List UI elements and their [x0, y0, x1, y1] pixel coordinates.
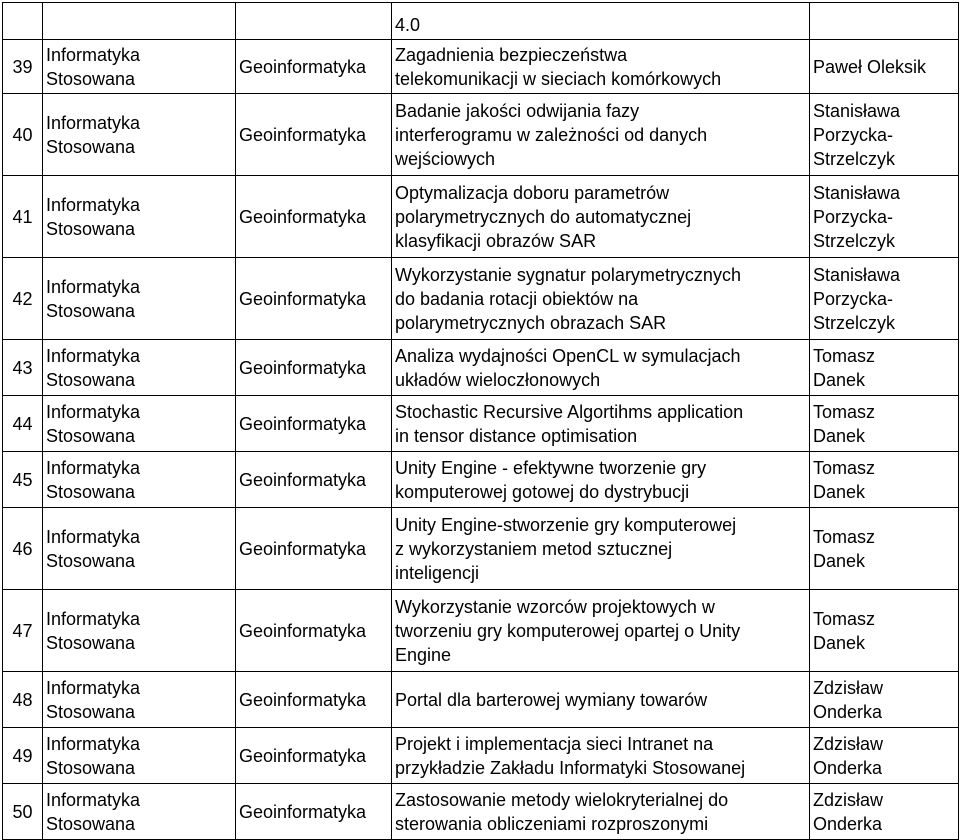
- specialty-cell: Geoinformatyka: [236, 728, 392, 784]
- supervisor-cell: Stanisława Porzycka- Strzelczyk: [810, 258, 959, 340]
- faculty-cell: Informatyka Stosowana: [43, 672, 236, 728]
- supervisor-cell: Tomasz Danek: [810, 508, 959, 590]
- specialty-cell: Geoinformatyka: [236, 452, 392, 508]
- specialty-cell: Geoinformatyka: [236, 508, 392, 590]
- specialty-cell: Geoinformatyka: [236, 672, 392, 728]
- row-number: 45: [3, 452, 43, 508]
- table-body: [3, 3, 959, 840]
- supervisor-cell: Paweł Oleksik: [810, 40, 959, 94]
- specialty-cell: Geoinformatyka: [236, 340, 392, 396]
- row-number: 41: [3, 176, 43, 258]
- table-row: [3, 672, 959, 728]
- thesis-topics-table: [2, 2, 959, 840]
- row-number: 40: [3, 94, 43, 176]
- supervisor-cell: Stanisława Porzycka- Strzelczyk: [810, 94, 959, 176]
- specialty-cell: Geoinformatyka: [236, 590, 392, 672]
- faculty-cell: Informatyka Stosowana: [43, 94, 236, 176]
- table-row: [3, 176, 959, 258]
- table-row: [3, 40, 959, 94]
- table-row: [3, 784, 959, 840]
- supervisor-cell: Zdzisław Onderka: [810, 672, 959, 728]
- header-cell: [236, 3, 392, 40]
- table-row: [3, 508, 959, 590]
- topic-cell: Projekt i implementacja sieci Intranet na przykładzie Zakładu Informatyki Stosowanej: [392, 728, 810, 784]
- row-number: 48: [3, 672, 43, 728]
- row-number: 42: [3, 258, 43, 340]
- row-number: 39: [3, 40, 43, 94]
- faculty-cell: Informatyka Stosowana: [43, 176, 236, 258]
- supervisor-cell: Zdzisław Onderka: [810, 728, 959, 784]
- topic-cell: Portal dla barterowej wymiany towarów: [392, 672, 810, 728]
- topic-cell: Unity Engine-stworzenie gry komputerowej z wykorzystaniem metod sztucznej inteligencji: [392, 508, 810, 590]
- table-row: [3, 258, 959, 340]
- specialty-cell: Geoinformatyka: [236, 784, 392, 840]
- specialty-cell: Geoinformatyka: [236, 94, 392, 176]
- table-row: [3, 340, 959, 396]
- faculty-cell: Informatyka Stosowana: [43, 452, 236, 508]
- faculty-cell: Informatyka Stosowana: [43, 728, 236, 784]
- table-row: [3, 94, 959, 176]
- specialty-cell: Geoinformatyka: [236, 40, 392, 94]
- table-row: [3, 728, 959, 784]
- row-number: 43: [3, 340, 43, 396]
- specialty-cell: Geoinformatyka: [236, 396, 392, 452]
- supervisor-cell: Tomasz Danek: [810, 452, 959, 508]
- specialty-cell: Geoinformatyka: [236, 176, 392, 258]
- topic-cell: Badanie jakości odwijania fazy interferogramu w zależności od danych wejściowych: [392, 94, 810, 176]
- header-cell: [3, 3, 43, 40]
- row-number: 49: [3, 728, 43, 784]
- table-row: [3, 452, 959, 508]
- header-cell: [810, 3, 959, 40]
- faculty-cell: Informatyka Stosowana: [43, 340, 236, 396]
- row-number: 47: [3, 590, 43, 672]
- topic-cell: Zagadnienia bezpieczeństwa telekomunikacji w sieciach komórkowych: [392, 40, 810, 94]
- supervisor-cell: Tomasz Danek: [810, 590, 959, 672]
- supervisor-cell: Tomasz Danek: [810, 340, 959, 396]
- faculty-cell: Informatyka Stosowana: [43, 784, 236, 840]
- faculty-cell: Informatyka Stosowana: [43, 508, 236, 590]
- supervisor-cell: Tomasz Danek: [810, 396, 959, 452]
- topic-cell: Wykorzystanie wzorców projektowych w tworzeniu gry komputerowej opartej o Unity Engine: [392, 590, 810, 672]
- table-row: [3, 396, 959, 452]
- topic-cell: Stochastic Recursive Algortihms application in tensor distance optimisation: [392, 396, 810, 452]
- row-number: 44: [3, 396, 43, 452]
- version-cell: 4.0: [392, 3, 810, 40]
- faculty-cell: Informatyka Stosowana: [43, 396, 236, 452]
- row-number: 50: [3, 784, 43, 840]
- header-cell: [43, 3, 236, 40]
- specialty-cell: Geoinformatyka: [236, 258, 392, 340]
- topic-cell: Wykorzystanie sygnatur polarymetrycznych do badania rotacji obiektów na polarymetrycznych obrazach SAR: [392, 258, 810, 340]
- supervisor-cell: Stanisława Porzycka- Strzelczyk: [810, 176, 959, 258]
- faculty-cell: Informatyka Stosowana: [43, 590, 236, 672]
- topic-cell: Optymalizacja doboru parametrów polarymetrycznych do automatycznej klasyfikacji obrazów SAR: [392, 176, 810, 258]
- faculty-cell: Informatyka Stosowana: [43, 258, 236, 340]
- topic-cell: Unity Engine - efektywne tworzenie gry komputerowej gotowej do dystrybucji: [392, 452, 810, 508]
- supervisor-cell: Zdzisław Onderka: [810, 784, 959, 840]
- header-row: [3, 3, 959, 40]
- topic-cell: Analiza wydajności OpenCL w symulacjach układów wieloczłonowych: [392, 340, 810, 396]
- faculty-cell: Informatyka Stosowana: [43, 40, 236, 94]
- row-number: 46: [3, 508, 43, 590]
- topic-cell: Zastosowanie metody wielokryterialnej do sterowania obliczeniami rozproszonymi: [392, 784, 810, 840]
- table-row: [3, 590, 959, 672]
